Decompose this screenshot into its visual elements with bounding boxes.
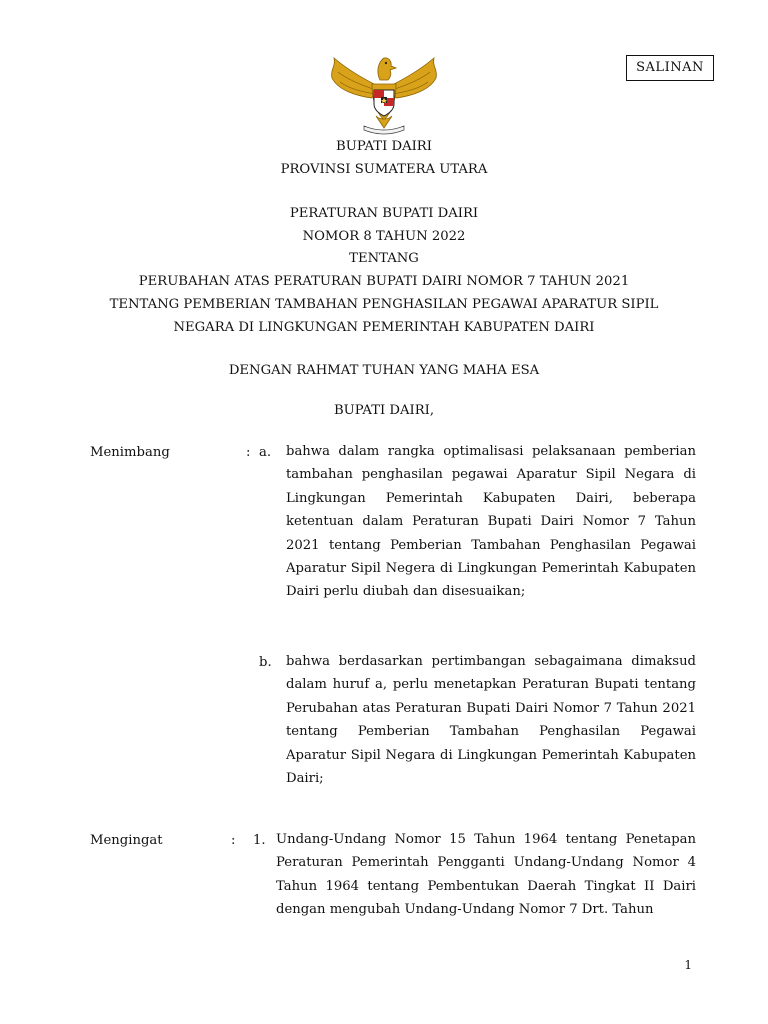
menimbang-colon: : xyxy=(246,445,251,460)
subject-line-1: PERUBAHAN ATAS PERATURAN BUPATI DAIRI NOMOR 7 TAHUN 2021 xyxy=(138,274,630,289)
regulation-title: PERATURAN BUPATI DAIRI xyxy=(289,206,479,221)
subject-line-3: NEGARA DI LINGKUNGAN PEMERINTAH KABUPATEN DAIRI xyxy=(173,320,595,335)
mengingat-item-1-text: Undang-Undang Nomor 15 Tahun 1964 tentang Penetapan Peraturan Pemerintah Pengganti Undang-Undang Nomor 4 Tahun 1964 tentang Pembentukan Daerah Tingkat II Dairi dengan mengubah Undang-Undang Nomor 7 Drt. Tahun xyxy=(276,832,696,918)
salinan-stamp: SALINAN xyxy=(626,55,714,81)
province-title: PROVINSI SUMATERA UTARA xyxy=(280,162,488,177)
menimbang-label: Menimbang xyxy=(90,445,170,460)
regent-title: BUPATI DAIRI xyxy=(336,139,432,154)
regulation-number: NOMOR 8 TAHUN 2022 xyxy=(302,229,466,244)
menimbang-item-b-text: bahwa berdasarkan pertimbangan sebagaimana dimaksud dalam huruf a, perlu menetapkan Peraturan Bupati tentang Perubahan atas Peraturan Bupati Dairi Nomor 7 Tahun 2021 tentang Pemberian Tambahan Penghasilan Pegawai Aparatur Sipil Negara di Lingkungan Pemerintah Kabupaten Dairi; xyxy=(286,654,696,787)
menimbang-item-b-marker: b. xyxy=(259,655,272,670)
page-number: 1 xyxy=(684,958,692,972)
authority-heading: BUPATI DAIRI, xyxy=(333,403,435,418)
garuda-pancasila-emblem-icon xyxy=(326,50,442,136)
tentang-heading: TENTANG xyxy=(349,251,419,266)
menimbang-item-a-text: bahwa dalam rangka optimalisasi pelaksanaan pemberian tambahan penghasilan pegawai Aparatur Sipil Negara di Lingkungan Pemerintah Kabupaten Dairi, beberapa ketentuan dalam Peraturan Bupati Dairi Nomor 7 Tahun 2021 tentang Pemberian Tambahan Penghasilan Pegawai Aparatur Sipil Negera di Lingkungan Pemerintah Kabupaten Dairi perlu diubah dan disesuaikan; xyxy=(286,444,696,600)
subject-line-2: TENTANG PEMBERIAN TAMBAHAN PENGHASILAN PEGAWAI APARATUR SIPIL xyxy=(109,297,659,312)
mengingat-label: Mengingat xyxy=(90,833,163,848)
menimbang-item-a-marker: a. xyxy=(259,445,272,460)
mengingat-item-1-marker: 1. xyxy=(253,833,266,848)
invocation: DENGAN RAHMAT TUHAN YANG MAHA ESA xyxy=(228,363,540,378)
mengingat-colon: : xyxy=(231,833,236,848)
